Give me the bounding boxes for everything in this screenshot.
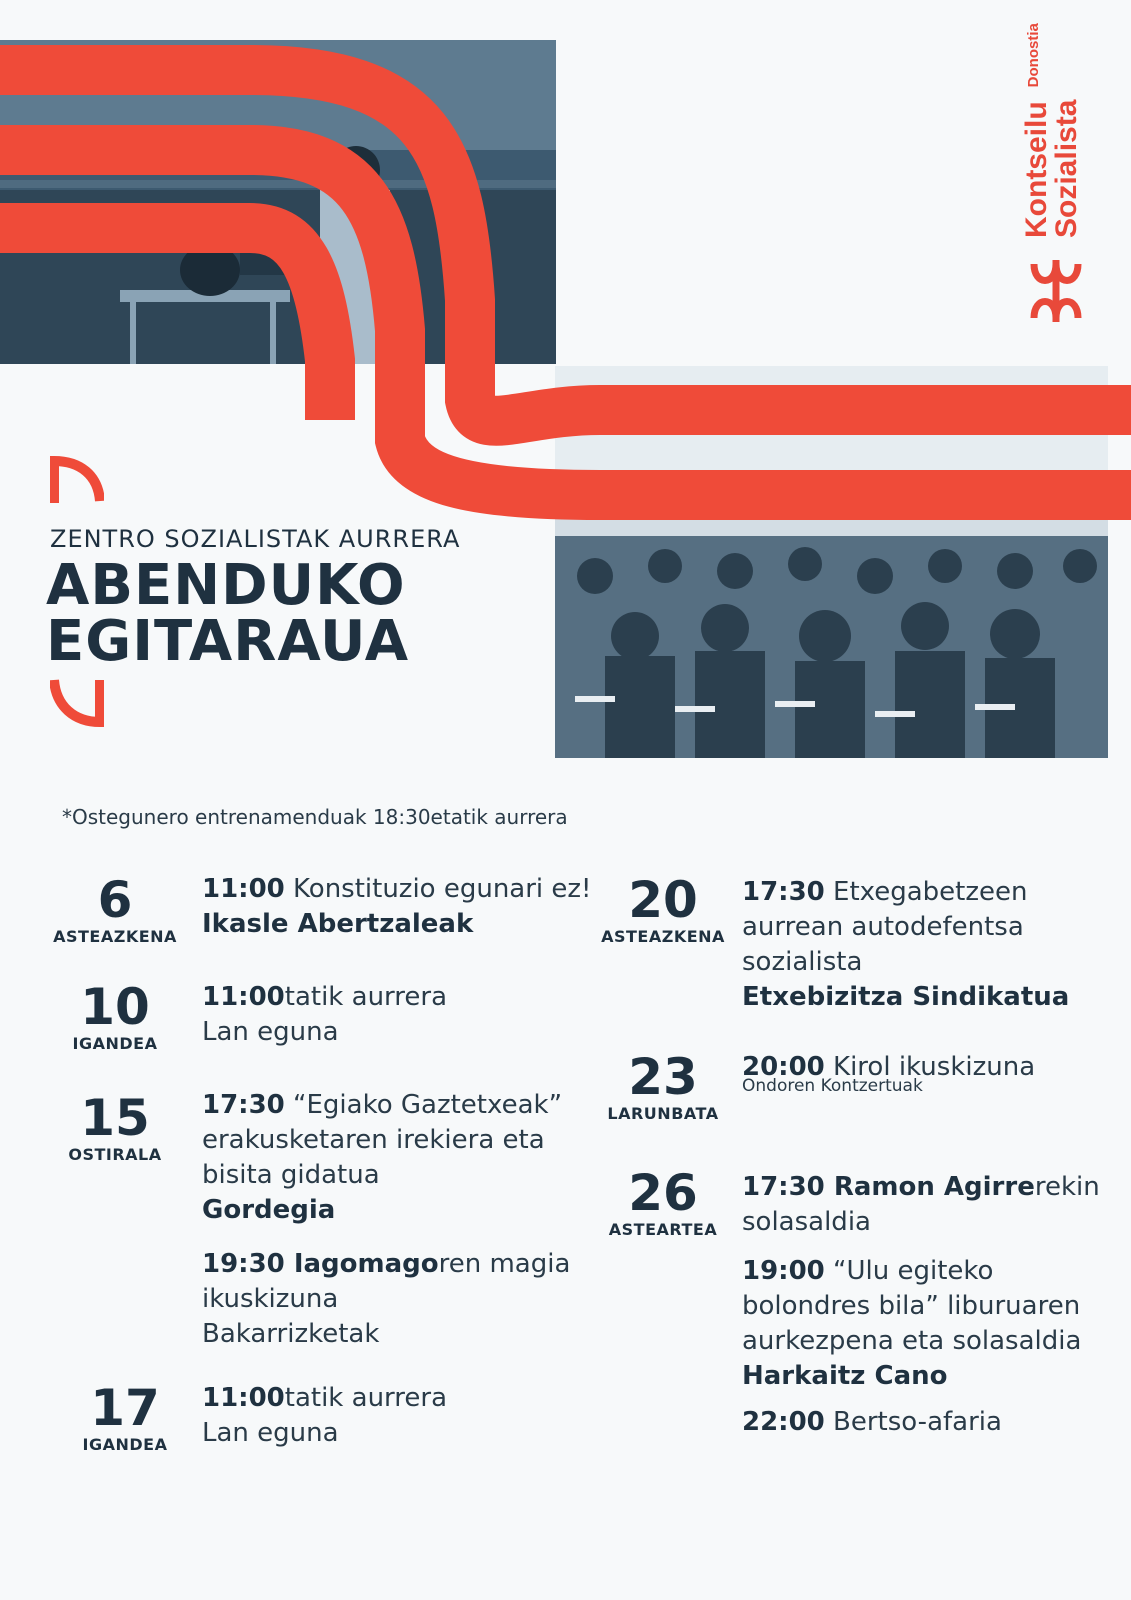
event-line: bolondres bila” liburuaren	[742, 1291, 1081, 1321]
event-line: Lan eguna	[202, 1017, 339, 1047]
brand-name-line2: Sozialista	[1050, 99, 1083, 238]
event-title: Kirol ikuskizuna	[824, 1052, 1036, 1082]
title-line2: EGITARAUA	[46, 609, 410, 674]
day-number: 20	[628, 871, 698, 929]
event-time: 20:00	[742, 1052, 825, 1082]
event-time: 19:30	[202, 1249, 285, 1279]
event-line: bisita gidatua	[202, 1160, 380, 1190]
event-26b	[742, 1254, 1081, 1394]
day-number: 15	[80, 1089, 150, 1147]
day-number: 23	[628, 1048, 698, 1106]
event-title-bold: Iagomago	[284, 1249, 439, 1279]
event-org: Etxebizitza Sindikatua	[742, 982, 1070, 1012]
kontseilu-logo-icon	[1026, 256, 1086, 326]
brand-logo	[1020, 23, 1100, 326]
page-title	[46, 553, 410, 674]
event-title: tatik aurrera	[284, 982, 448, 1012]
event-26a	[742, 1170, 1100, 1240]
day-6	[50, 871, 180, 946]
event-time: 17:30	[202, 1090, 285, 1120]
event-line: solasaldia	[742, 1207, 871, 1237]
day-number: 6	[97, 871, 133, 929]
event-line: Bakarrizketak	[202, 1319, 380, 1349]
day-23	[598, 1048, 728, 1123]
event-org: Ikasle Abertzaleak	[202, 909, 474, 939]
event-15b	[202, 1247, 570, 1352]
event-title: Etxegabetzeen	[824, 877, 1028, 907]
bracket-top-icon	[50, 455, 104, 505]
day-number: 26	[628, 1164, 698, 1222]
event-title: rekin	[1034, 1172, 1100, 1202]
event-line: Lan eguna	[202, 1418, 339, 1448]
day-26	[598, 1164, 728, 1239]
event-20	[742, 875, 1069, 1015]
event-org: Harkaitz Cano	[742, 1361, 948, 1391]
day-10	[50, 978, 180, 1053]
event-time: 17:30	[742, 1172, 825, 1202]
brand-city: Donostia	[1025, 23, 1042, 88]
event-org: Gordegia	[202, 1195, 336, 1225]
day-15	[50, 1089, 180, 1164]
event-title: Konstituzio egunari ez!	[284, 874, 592, 904]
event-title-bold: Ramon Agirre	[824, 1172, 1035, 1202]
event-line: aurrean autodefentsa	[742, 912, 1024, 942]
event-time: 19:00	[742, 1256, 825, 1286]
day-20	[598, 871, 728, 946]
day-name: OSTIRALA	[68, 1145, 162, 1164]
event-line: sozialista	[742, 947, 863, 977]
title-line1: ABENDUKO	[46, 553, 406, 618]
day-17	[60, 1379, 190, 1454]
event-title: “Egiako Gaztetxeak”	[284, 1090, 563, 1120]
event-time: 22:00	[742, 1407, 825, 1437]
day-name: IGANDEA	[72, 1034, 158, 1053]
event-title: “Ulu egiteko	[824, 1256, 994, 1286]
event-time: 11:00	[202, 982, 285, 1012]
event-23	[742, 1050, 1035, 1095]
event-title: ren magia	[438, 1249, 571, 1279]
event-time: 17:30	[742, 877, 825, 907]
event-line: erakusketaren irekiera eta	[202, 1125, 545, 1155]
day-name: ASTEAZKENA	[53, 927, 177, 946]
event-subtitle: Ondoren Kontzertuak	[742, 1076, 923, 1096]
event-line: aurkezpena eta solasaldia	[742, 1326, 1082, 1356]
day-number: 17	[90, 1379, 160, 1437]
event-title: tatik aurrera	[284, 1383, 448, 1413]
day-name: ASTEAZKENA	[601, 927, 725, 946]
event-6	[202, 872, 591, 942]
brand-name-line1: Kontseilu	[1020, 101, 1053, 238]
event-title: Bertso-afaria	[824, 1407, 1002, 1437]
event-10	[202, 980, 447, 1050]
event-26c	[742, 1405, 1002, 1440]
event-time: 11:00	[202, 874, 285, 904]
day-name: IGANDEA	[82, 1435, 168, 1454]
day-name: ASTEARTEA	[608, 1220, 718, 1239]
event-17	[202, 1381, 447, 1451]
day-name: LARUNBATA	[607, 1104, 719, 1123]
event-15a	[202, 1088, 562, 1228]
header-subtitle: ZENTRO SOZIALISTAK AURRERA	[50, 525, 461, 553]
event-line: ikuskizuna	[202, 1284, 339, 1314]
training-note: *Ostegunero entrenamenduak 18:30etatik aurrera	[62, 805, 568, 829]
event-time: 11:00	[202, 1383, 285, 1413]
day-number: 10	[80, 978, 150, 1036]
bracket-bottom-icon	[50, 678, 104, 728]
